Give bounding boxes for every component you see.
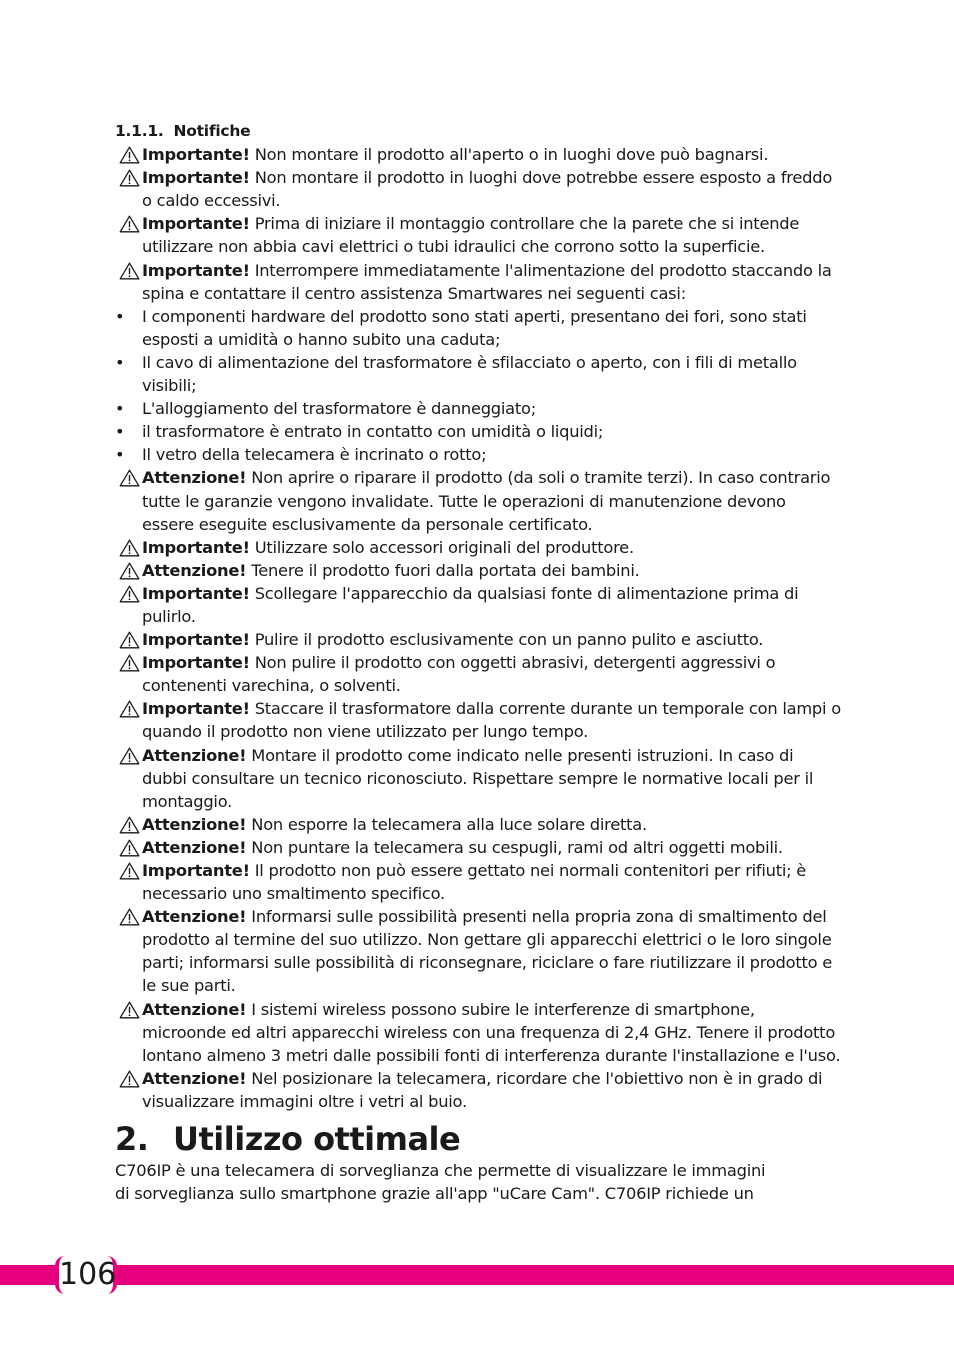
warning-label: Importante!	[142, 168, 250, 188]
page-number: 106	[55, 1256, 117, 1294]
subsection-title: Notifiche	[173, 122, 251, 140]
section-heading	[115, 1119, 841, 1159]
section-title: Utilizzo ottimale	[173, 1120, 461, 1159]
warning-label: Attenzione!	[142, 814, 247, 834]
warning-text: Il prodotto non può essere gettato nei normali contenitori per rifiuti; è necessario uno smaltimento specifico.	[142, 861, 807, 904]
bullet-text: Il vetro della telecamera è incrinato o rotto;	[142, 445, 487, 465]
warning-item	[115, 628, 841, 651]
warning-triangle-icon	[119, 654, 140, 672]
warning-triangle-icon	[119, 169, 140, 187]
page-content	[115, 120, 841, 1205]
bullet-dot-icon: •	[115, 399, 125, 419]
warning-text: Non pulire il prodotto con oggetti abrasivi, detergenti aggressivi o contenenti varechina, o solventi.	[142, 653, 776, 696]
warning-triangle-icon	[119, 585, 140, 603]
warning-label: Importante!	[142, 214, 250, 234]
bullet-dot-icon: •	[115, 306, 125, 326]
notice-list	[115, 143, 841, 1113]
warning-text: Nel posizionare la telecamera, ricordare che l'obiettivo non è in grado di visualizzare immagini oltre i vetri al buio.	[142, 1068, 823, 1111]
section-number: 2.	[115, 1120, 149, 1159]
warning-triangle-icon	[119, 1001, 140, 1019]
warning-label: Importante!	[142, 699, 250, 719]
warning-label: Attenzione!	[142, 837, 247, 857]
warning-text: Tenere il prodotto fuori dalla portata dei bambini.	[246, 560, 640, 580]
subsection-heading	[115, 120, 841, 143]
bullet-item	[115, 397, 841, 420]
warning-item	[115, 859, 841, 905]
warning-triangle-icon	[119, 631, 140, 649]
warning-text: Non esporre la telecamera alla luce solare diretta.	[246, 814, 647, 834]
bullet-text: Il cavo di alimentazione del trasformatore è sfilacciato o aperto, con i fili di metallo visibili;	[142, 352, 797, 396]
warning-item	[115, 1067, 841, 1113]
warning-text: Non puntare la telecamera su cespugli, rami od altri oggetti mobili.	[246, 837, 783, 857]
warning-text: Non montare il prodotto in luoghi dove potrebbe essere esposto a freddo o caldo eccessivi.	[142, 168, 833, 211]
bullet-text: il trasformatore è entrato in contatto con umidità o liquidi;	[142, 422, 604, 442]
warning-label: Importante!	[142, 630, 250, 650]
warning-label: Importante!	[142, 583, 250, 603]
warning-label: Attenzione!	[142, 560, 247, 580]
warning-triangle-icon	[119, 539, 140, 557]
warning-text: Informarsi sulle possibilità presenti nella propria zona di smaltimento del prodotto al termine del suo utilizzo. Non gettare gli apparecchi elettrici o le loro singole parti; informarsi sulle possibilità di riconsegnare, riciclare o fare riutilizzare il prodotto e le sue parti.	[142, 907, 833, 996]
bullet-dot-icon: •	[115, 445, 125, 465]
warning-item	[115, 212, 841, 258]
warning-triangle-icon	[119, 146, 140, 164]
warning-item	[115, 905, 841, 997]
warning-triangle-icon	[119, 1070, 140, 1088]
warning-text: Non aprire o riparare il prodotto (da soli o tramite terzi). In caso contrario tutte le garanzie vengono invalidate. Tutte le operazioni di manutenzione devono essere eseguite esclusivamente da personale certificato.	[142, 468, 831, 534]
warning-item	[115, 166, 841, 212]
warning-text: Prima di iniziare il montaggio controllare che la parete che si intende utilizzare non abbia cavi elettrici o tubi idraulici che corrono sotto la superficie.	[142, 214, 800, 257]
warning-triangle-icon	[119, 215, 140, 233]
warning-text: Montare il prodotto come indicato nelle presenti istruzioni. In caso di dubbi consultare un tecnico riconosciuto. Rispettare sempre le normative locali per il montaggio.	[142, 745, 814, 811]
warning-triangle-icon	[119, 839, 140, 857]
bullet-dot-icon: •	[115, 422, 125, 442]
warning-triangle-icon	[119, 747, 140, 765]
warning-triangle-icon	[119, 562, 140, 580]
warning-triangle-icon	[119, 262, 140, 280]
warning-item	[115, 651, 841, 697]
bullet-dot-icon: •	[115, 352, 125, 372]
footer-accent-bar	[0, 1265, 954, 1285]
warning-text: Pulire il prodotto esclusivamente con un panno pulito e asciutto.	[249, 630, 764, 650]
warning-item	[115, 697, 841, 743]
bullet-item	[115, 351, 841, 397]
bullet-item	[115, 305, 841, 351]
warning-triangle-icon	[119, 862, 140, 880]
warning-label: Attenzione!	[142, 745, 247, 765]
warning-item	[115, 813, 841, 836]
warning-item	[115, 744, 841, 813]
warning-label: Importante!	[142, 861, 250, 880]
warning-label: Attenzione!	[142, 468, 247, 488]
warning-text: Non montare il prodotto all'aperto o in luoghi dove può bagnarsi.	[249, 145, 769, 165]
warning-label: Attenzione!	[142, 999, 247, 1019]
warning-item	[115, 582, 841, 628]
warning-text: Scollegare l'apparecchio da qualsiasi fonte di alimentazione prima di pulirlo.	[142, 583, 799, 626]
warning-text: Staccare il trasformatore dalla corrente durante un temporale con lampi o quando il prodotto non viene utilizzato per lungo tempo.	[142, 699, 841, 742]
bullet-text: I componenti hardware del prodotto sono stati aperti, presentano dei fori, sono stati esposti a umidità o hanno subito una caduta;	[142, 306, 807, 349]
warning-text: Interrompere immediatamente l'alimentazione del prodotto staccando la spina e contattare il centro assistenza Smartwares nei seguenti casi:	[142, 260, 832, 303]
warning-label: Importante!	[142, 260, 250, 280]
bullet-item	[115, 420, 841, 443]
section-intro-paragraph: C706IP è una telecamera di sorveglianza che permette di visualizzare le immagini di sorveglianza sullo smartphone grazie all'app "uCare Cam". C706IP richiede un	[115, 1161, 766, 1204]
warning-item	[115, 998, 841, 1067]
warning-label: Importante!	[142, 145, 250, 165]
subsection-number: 1.1.1.	[115, 122, 164, 140]
warning-item	[115, 143, 841, 166]
bullet-text: L'alloggiamento del trasformatore è danneggiato;	[142, 399, 536, 419]
warning-triangle-icon	[119, 700, 140, 718]
bullet-item	[115, 443, 841, 466]
warning-text: Utilizzare solo accessori originali del produttore.	[249, 537, 634, 557]
warning-label: Importante!	[142, 537, 250, 557]
warning-item	[115, 559, 841, 582]
warning-label: Attenzione!	[142, 907, 247, 927]
warning-triangle-icon	[119, 908, 140, 926]
warning-item	[115, 259, 841, 305]
warning-text: I sistemi wireless possono subire le interferenze di smartphone, microonde ed altri apparecchi wireless con una frequenza di 2,4 GHz. Tenere il prodotto lontano almeno 3 metri dalle possibili fonti di interferenza durante l'installazione e l'uso.	[142, 999, 841, 1065]
warning-item	[115, 536, 841, 559]
warning-triangle-icon	[119, 469, 140, 487]
warning-label: Attenzione!	[142, 1068, 247, 1088]
warning-item	[115, 466, 841, 535]
warning-item	[115, 836, 841, 859]
warning-label: Importante!	[142, 653, 250, 673]
warning-triangle-icon	[119, 816, 140, 834]
